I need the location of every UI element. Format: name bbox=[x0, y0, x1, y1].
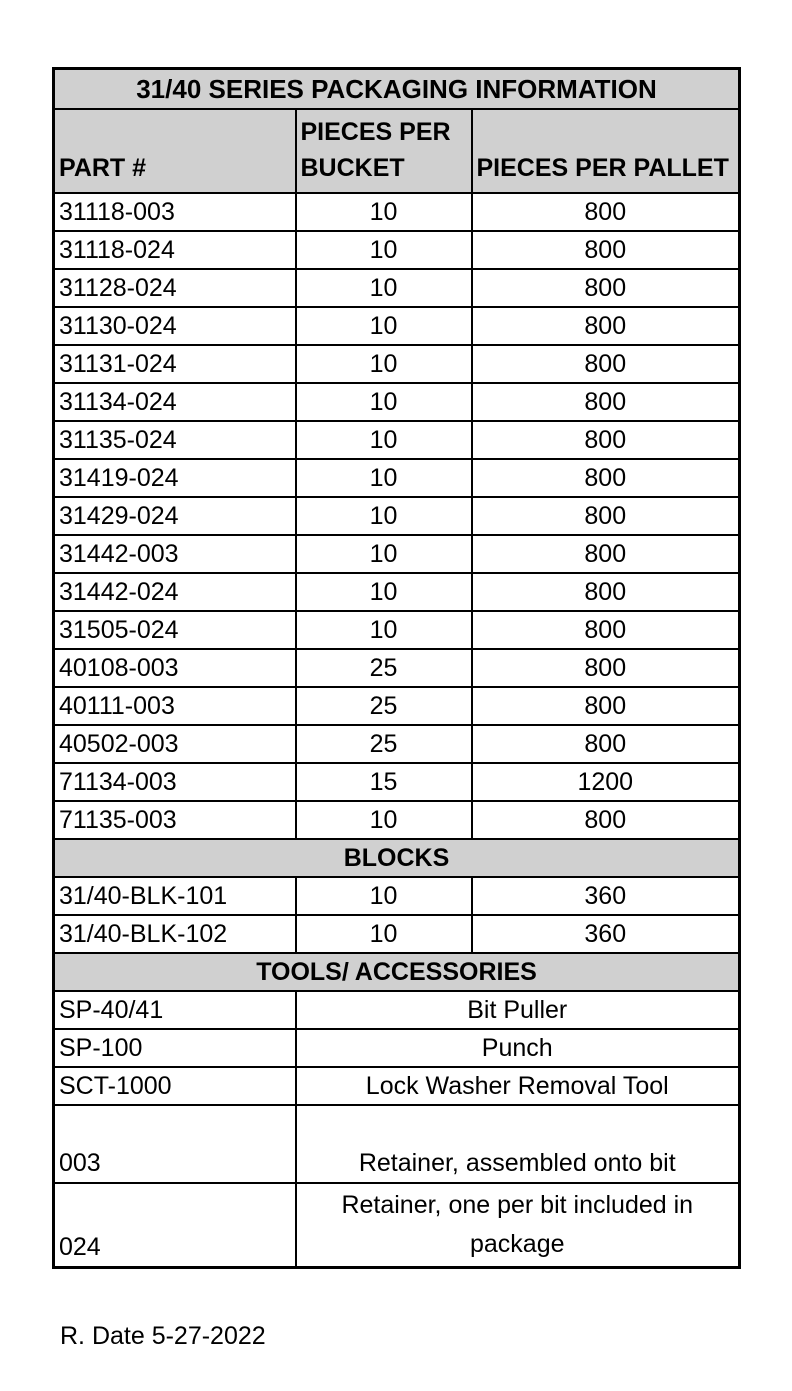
pieces-per-bucket-cell: 10 bbox=[296, 497, 472, 535]
part-number-cell: 024 bbox=[54, 1183, 296, 1268]
pieces-per-bucket-cell: 10 bbox=[296, 573, 472, 611]
part-number-cell: 31/40-BLK-101 bbox=[54, 877, 296, 915]
part-number-cell: SP-40/41 bbox=[54, 991, 296, 1029]
table-row bbox=[54, 383, 740, 421]
table-row bbox=[54, 915, 740, 953]
part-number-cell: 31134-024 bbox=[54, 383, 296, 421]
part-number-cell: 31429-024 bbox=[54, 497, 296, 535]
part-number-cell: SP-100 bbox=[54, 1029, 296, 1067]
description-cell: Lock Washer Removal Tool bbox=[296, 1067, 740, 1105]
table-row bbox=[54, 1067, 740, 1105]
part-number-cell: 71135-003 bbox=[54, 801, 296, 839]
description-cell: Retainer, assembled onto bit bbox=[296, 1105, 740, 1183]
part-number-cell: 31128-024 bbox=[54, 269, 296, 307]
table-row bbox=[54, 991, 740, 1029]
pieces-per-pallet-cell: 800 bbox=[472, 687, 740, 725]
pieces-per-bucket-cell: 10 bbox=[296, 877, 472, 915]
table-row bbox=[54, 573, 740, 611]
part-number-cell: SCT-1000 bbox=[54, 1067, 296, 1105]
table-row bbox=[54, 1183, 740, 1268]
revision-date: R. Date 5-27-2022 bbox=[60, 1322, 266, 1350]
pieces-per-bucket-cell: 10 bbox=[296, 231, 472, 269]
part-number-cell: 31419-024 bbox=[54, 459, 296, 497]
table-row bbox=[54, 345, 740, 383]
table-row bbox=[54, 1105, 740, 1183]
part-number-cell: 40502-003 bbox=[54, 725, 296, 763]
pieces-per-pallet-cell: 800 bbox=[472, 345, 740, 383]
column-header-part: PART # bbox=[54, 109, 296, 193]
pieces-per-bucket-cell: 10 bbox=[296, 801, 472, 839]
column-header-bucket: PIECES PER BUCKET bbox=[296, 109, 472, 193]
table-row bbox=[54, 1029, 740, 1067]
part-number-cell: 31442-024 bbox=[54, 573, 296, 611]
column-header-pallet: PIECES PER PALLET bbox=[472, 109, 740, 193]
table-row bbox=[54, 687, 740, 725]
pieces-per-pallet-cell: 800 bbox=[472, 383, 740, 421]
blocks-heading: BLOCKS bbox=[54, 839, 740, 877]
pieces-per-pallet-cell: 800 bbox=[472, 649, 740, 687]
packaging-sheet bbox=[52, 67, 738, 1269]
table-row bbox=[54, 649, 740, 687]
pieces-per-bucket-cell: 10 bbox=[296, 345, 472, 383]
pieces-per-bucket-cell: 10 bbox=[296, 421, 472, 459]
table-row bbox=[54, 307, 740, 345]
pieces-per-bucket-cell: 10 bbox=[296, 611, 472, 649]
pieces-per-pallet-cell: 1200 bbox=[472, 763, 740, 801]
table-row bbox=[54, 459, 740, 497]
table-row bbox=[54, 497, 740, 535]
pieces-per-pallet-cell: 800 bbox=[472, 535, 740, 573]
pieces-per-bucket-cell: 10 bbox=[296, 915, 472, 953]
pieces-per-bucket-cell: 10 bbox=[296, 535, 472, 573]
pieces-per-pallet-cell: 800 bbox=[472, 801, 740, 839]
pieces-per-bucket-cell: 10 bbox=[296, 459, 472, 497]
part-number-cell: 71134-003 bbox=[54, 763, 296, 801]
table-row bbox=[54, 611, 740, 649]
pieces-per-bucket-cell: 25 bbox=[296, 649, 472, 687]
pieces-per-bucket-cell: 10 bbox=[296, 269, 472, 307]
part-number-cell: 31118-003 bbox=[54, 193, 296, 231]
tools-heading: TOOLS/ ACCESSORIES bbox=[54, 953, 740, 991]
table-row bbox=[54, 231, 740, 269]
pieces-per-pallet-cell: 360 bbox=[472, 877, 740, 915]
title-row bbox=[54, 69, 740, 110]
pieces-per-bucket-cell: 10 bbox=[296, 193, 472, 231]
description-cell: Bit Puller bbox=[296, 991, 740, 1029]
table-row bbox=[54, 269, 740, 307]
pieces-per-pallet-cell: 800 bbox=[472, 231, 740, 269]
part-number-cell: 40108-003 bbox=[54, 649, 296, 687]
pieces-per-bucket-cell: 25 bbox=[296, 725, 472, 763]
table-row bbox=[54, 421, 740, 459]
description-cell: Punch bbox=[296, 1029, 740, 1067]
part-number-cell: 31130-024 bbox=[54, 307, 296, 345]
pieces-per-pallet-cell: 800 bbox=[472, 573, 740, 611]
pieces-per-pallet-cell: 800 bbox=[472, 611, 740, 649]
packaging-table bbox=[52, 67, 741, 1269]
pieces-per-bucket-cell: 10 bbox=[296, 383, 472, 421]
pieces-per-pallet-cell: 800 bbox=[472, 307, 740, 345]
table-row bbox=[54, 193, 740, 231]
part-number-cell: 31135-024 bbox=[54, 421, 296, 459]
packaging-table-body bbox=[54, 69, 740, 1268]
pieces-per-pallet-cell: 800 bbox=[472, 725, 740, 763]
table-row bbox=[54, 535, 740, 573]
table-title: 31/40 SERIES PACKAGING INFORMATION bbox=[54, 69, 740, 110]
table-row bbox=[54, 763, 740, 801]
pieces-per-pallet-cell: 800 bbox=[472, 269, 740, 307]
description-cell: Retainer, one per bit included in package bbox=[296, 1183, 740, 1268]
part-number-cell: 31505-024 bbox=[54, 611, 296, 649]
part-number-cell: 31118-024 bbox=[54, 231, 296, 269]
column-header-row bbox=[54, 109, 740, 193]
blocks-section-row bbox=[54, 839, 740, 877]
pieces-per-bucket-cell: 15 bbox=[296, 763, 472, 801]
pieces-per-pallet-cell: 800 bbox=[472, 459, 740, 497]
table-row bbox=[54, 801, 740, 839]
part-number-cell: 31/40-BLK-102 bbox=[54, 915, 296, 953]
pieces-per-pallet-cell: 800 bbox=[472, 421, 740, 459]
pieces-per-bucket-cell: 10 bbox=[296, 307, 472, 345]
pieces-per-pallet-cell: 360 bbox=[472, 915, 740, 953]
part-number-cell: 31131-024 bbox=[54, 345, 296, 383]
pieces-per-pallet-cell: 800 bbox=[472, 497, 740, 535]
table-row bbox=[54, 877, 740, 915]
table-row bbox=[54, 725, 740, 763]
part-number-cell: 31442-003 bbox=[54, 535, 296, 573]
pieces-per-pallet-cell: 800 bbox=[472, 193, 740, 231]
tools-section-row bbox=[54, 953, 740, 991]
part-number-cell: 40111-003 bbox=[54, 687, 296, 725]
pieces-per-bucket-cell: 25 bbox=[296, 687, 472, 725]
part-number-cell: 003 bbox=[54, 1105, 296, 1183]
